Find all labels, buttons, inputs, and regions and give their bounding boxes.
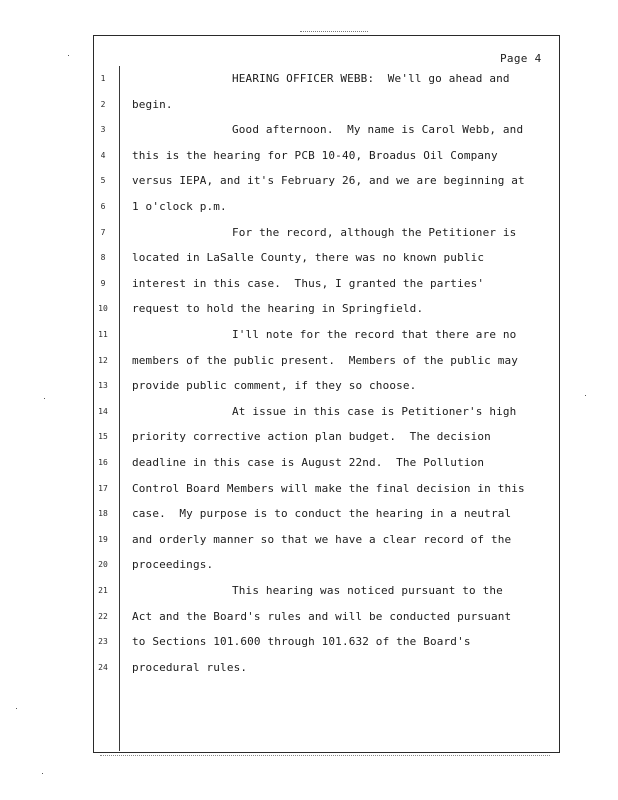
scan-speck — [68, 55, 69, 56]
line-text: 1 o'clock p.m. — [132, 200, 227, 213]
transcript-line — [0, 251, 618, 265]
line-number: 5 — [100, 176, 106, 186]
scan-speck — [585, 395, 586, 396]
line-text: versus IEPA, and it's February 26, and we are beginning at — [132, 174, 525, 188]
transcript-line — [0, 507, 618, 521]
line-number: 16 — [98, 458, 108, 467]
line-text: At issue in this case is Petitioner's high — [232, 404, 517, 418]
line-text: request to hold the hearing in Springfield. — [132, 302, 424, 316]
line-number: 21 — [98, 586, 108, 595]
line-number: 1 — [100, 74, 106, 83]
transcript-line — [0, 456, 618, 470]
transcript-line — [0, 558, 618, 572]
transcript-line — [0, 200, 618, 214]
line-number: 6 — [100, 202, 106, 211]
line-number: 8 — [100, 253, 106, 263]
line-text: case. My purpose is to conduct the hearing in a neutral — [132, 507, 512, 521]
transcript-line — [0, 379, 618, 393]
transcript-line — [0, 584, 618, 598]
line-text: priority corrective action plan budget. The decision — [132, 430, 491, 444]
line-text: begin. — [132, 97, 173, 111]
transcript-line — [0, 354, 618, 368]
line-text: proceedings. — [132, 558, 214, 572]
transcript-line — [0, 123, 618, 137]
scan-artifact-bottom — [100, 755, 550, 758]
line-text: This hearing was noticed pursuant to the — [232, 584, 503, 597]
line-number: 9 — [100, 278, 106, 288]
line-text: Good afternoon. My name is Carol Webb, and — [232, 123, 524, 137]
line-number: 15 — [98, 432, 108, 442]
page-number: Page 4 — [500, 52, 542, 65]
line-text: Control Board Members will make the final decision in this — [132, 481, 525, 495]
line-number: 20 — [98, 560, 108, 570]
transcript-line — [0, 98, 618, 112]
line-text: procedural rules. — [132, 660, 248, 674]
transcript-line — [0, 149, 618, 163]
line-number: 10 — [98, 304, 108, 314]
line-number: 3 — [100, 125, 106, 135]
line-text: provide public comment, if they so choose. — [132, 379, 417, 393]
transcript-line — [0, 635, 618, 649]
transcript-line — [0, 302, 618, 316]
line-text: members of the public present. Members of the public may — [132, 353, 519, 367]
line-number: 22 — [98, 611, 108, 621]
transcript-line — [0, 430, 618, 444]
line-text: HEARING OFFICER WEBB: We'll go ahead and — [232, 72, 510, 85]
scan-speck — [42, 773, 43, 774]
line-number: 2 — [100, 99, 106, 109]
line-number: 17 — [98, 483, 108, 493]
line-text: For the record, although the Petitioner is — [232, 225, 517, 239]
line-text: interest in this case. Thus, I granted the parties' — [132, 276, 485, 290]
transcript-line — [0, 482, 618, 496]
line-number: 4 — [100, 150, 106, 160]
transcript-line — [0, 533, 618, 547]
line-number: 19 — [98, 534, 108, 544]
line-number: 18 — [98, 509, 108, 519]
scan-speck — [44, 398, 45, 399]
transcript-line — [0, 661, 618, 675]
line-number: 24 — [98, 662, 108, 672]
transcript-line — [0, 405, 618, 419]
line-number: 13 — [98, 381, 108, 391]
transcript-line — [0, 72, 618, 86]
transcript-line — [0, 328, 618, 342]
line-text: deadline in this case is August 22nd. The Pollution — [132, 456, 485, 469]
line-number: 11 — [98, 330, 108, 339]
line-number: 12 — [98, 355, 108, 365]
line-text: I'll note for the record that there are no — [232, 328, 517, 341]
line-number: 14 — [98, 406, 108, 416]
line-text: located in LaSalle County, there was no known public — [132, 251, 485, 265]
transcript-line — [0, 610, 618, 624]
line-number: 23 — [98, 637, 108, 647]
line-text: and orderly manner so that we have a clear record of the — [132, 532, 512, 546]
scan-artifact-top — [300, 31, 368, 34]
scan-speck — [16, 708, 17, 709]
transcript-line — [0, 277, 618, 291]
transcript-line — [0, 174, 618, 188]
line-text: Act and the Board's rules and will be conducted pursuant — [132, 609, 512, 623]
line-number: 7 — [100, 227, 106, 237]
line-text: to Sections 101.600 through 101.632 of the Board's — [132, 635, 471, 649]
line-text: this is the hearing for PCB 10-40, Broadus Oil Company — [132, 148, 498, 162]
transcript-line — [0, 226, 618, 240]
